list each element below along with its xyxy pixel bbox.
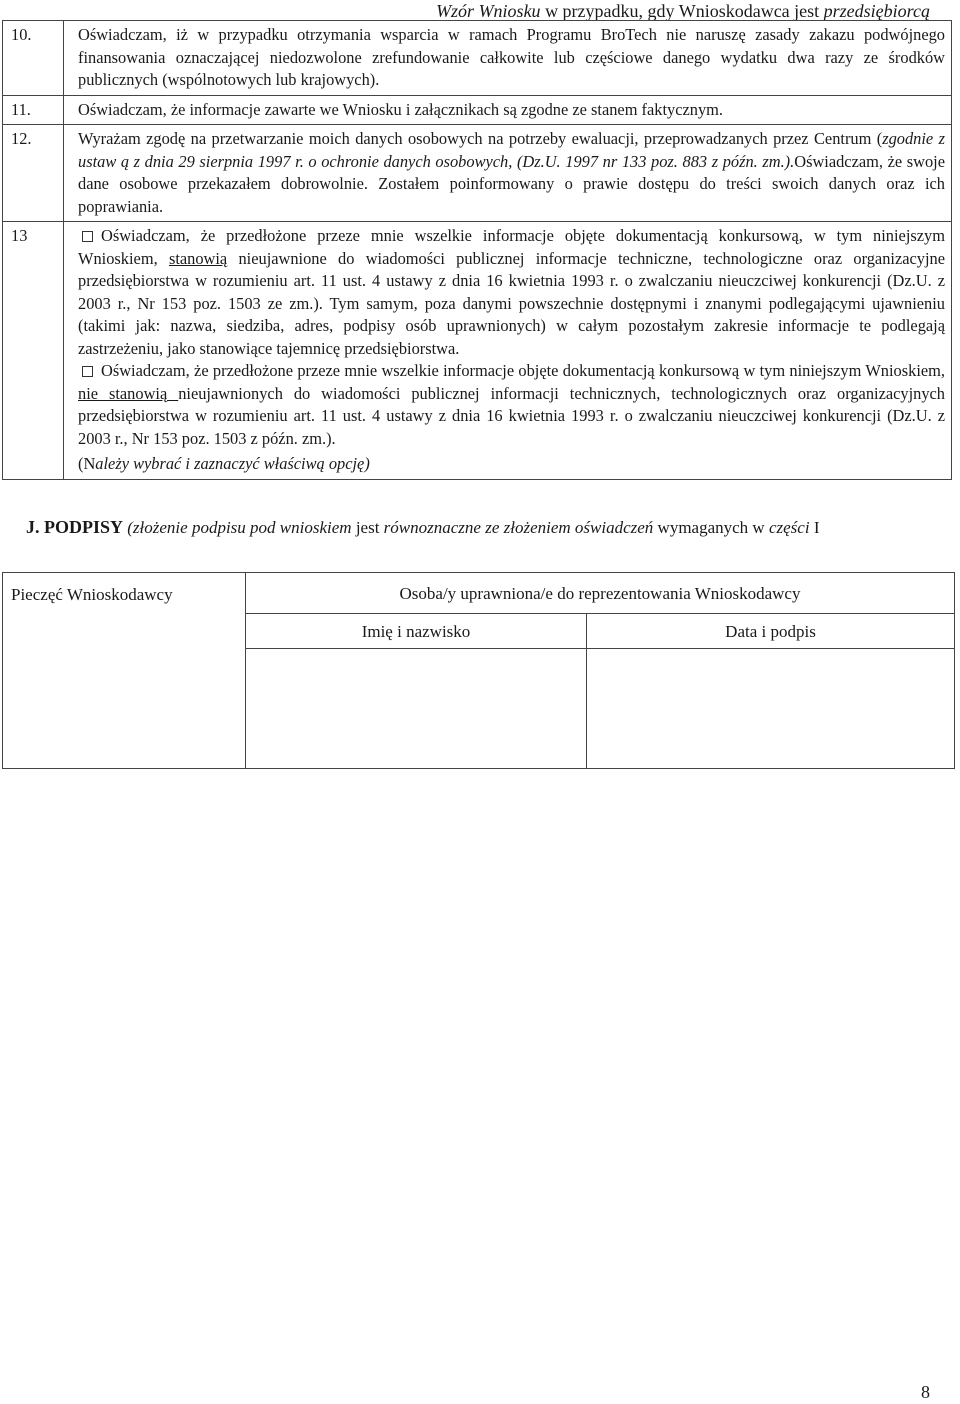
representative-label: Osoba/y uprawniona/e do reprezentowania Wnioskodawcy <box>246 573 955 614</box>
option-1-text: Oświadczam, że przedłożone przeze mnie wszelkie informacje objęte dokumentacją konkursową, w tym niniejszym Wnioskiem, <box>78 226 945 268</box>
section-j-note-1: (złożenie podpisu pod wnioskiem <box>127 518 352 537</box>
section-j-note-3: równoznaczne ze złożeniem oświadczeń <box>383 518 654 537</box>
section-j-note-6: I <box>809 518 820 537</box>
signature-field[interactable] <box>587 649 955 769</box>
document-header <box>436 0 930 22</box>
declaration-options <box>64 222 952 480</box>
section-j-note-5: części <box>768 518 810 537</box>
option-2-text-continued: nieujawnionych do wiadomości publicznej informacji technicznych, technologicznych oraz organizacyjnych przedsiębiorstwa w rozumieniu art. 11 ust. 4 ustawy z dnia 16 kwietnia 1993 r. o zwalczaniu nieuczciwej konkurencji (Dz.U. z 2003 r., Nr 153 poz. 1503 z późn. zm.). <box>78 383 946 448</box>
header-middle: w przypadku, gdy Wnioskodawca jest <box>540 1 824 21</box>
date-signature-label: Data i podpis <box>587 614 955 649</box>
name-field[interactable] <box>246 649 587 769</box>
option-selection-note <box>78 453 945 476</box>
section-j-note-4: wymaganych w <box>653 518 769 537</box>
header-prefix: Wzór Wniosku <box>436 1 541 21</box>
declaration-row-13 <box>3 222 952 480</box>
consent-text-continued: Oświadczam, że swoje dane osobowe przekazałem dobrowolnie. Zostałem poinformowany o prawie dostępu do treści swoich danych oraz ich poprawiania. <box>78 151 945 216</box>
note-open: (N <box>78 454 96 473</box>
header-suffix: przedsiębiorcą <box>823 1 930 21</box>
declaration-row-11 <box>3 95 952 125</box>
checkbox-option-1[interactable] <box>82 231 93 242</box>
declarations-table <box>2 20 952 480</box>
signature-table <box>2 572 955 769</box>
consent-legal-basis: zgodnie z ustaw ą z dnia 29 sierpnia 1997 r. o ochronie danych osobowych, (Dz.U. 1997 nr 133 poz. 883 z późn. zm.). <box>78 129 945 171</box>
name-label: Imię i nazwisko <box>246 614 587 649</box>
option-2-underlined: nie stanowią <box>78 383 179 403</box>
declaration-row-10 <box>3 21 952 96</box>
declaration-number: 12. <box>3 125 64 222</box>
option-not-secret <box>78 360 945 450</box>
declaration-text: Oświadczam, że informacje zawarte we Wniosku i załącznikach są zgodne ze stanem faktycznym. <box>64 95 952 125</box>
section-j-title: J. PODPISY <box>26 517 124 537</box>
declaration-number: 13 <box>3 222 64 480</box>
note-italic: ależy wybrać i zaznaczyć właściwą opcję) <box>95 454 370 473</box>
declaration-text <box>64 125 952 222</box>
option-constitutes-secret <box>78 225 945 360</box>
checkbox-option-2[interactable] <box>82 366 93 377</box>
consent-text: Wyrażam zgodę na przetwarzanie moich danych osobowych na potrzeby ewaluacji, przeprowadzanych przez Centrum ( <box>78 129 883 148</box>
stamp-cell <box>3 573 246 769</box>
section-j-signatures <box>26 514 819 541</box>
option-1-underlined: stanowią <box>168 248 228 268</box>
stamp-label: Pieczęć Wnioskodawcy <box>11 585 173 604</box>
declaration-number: 11. <box>3 95 64 125</box>
declaration-number: 10. <box>3 21 64 96</box>
option-2-text: Oświadczam, że przedłożone przeze mnie wszelkie informacje objęte dokumentacją konkursową w tym niniejszym Wnioskiem, <box>101 361 945 380</box>
declaration-text: Oświadczam, iż w przypadku otrzymania wsparcia w ramach Programu BroTech nie naruszę zasady zakazu podwójnego finansowania oznaczającej niedozwolone zrefundowanie całkowite lub częściowe danego wydatku dwa razy ze środków publicznych (wspólnotowych lub krajowych). <box>64 21 952 96</box>
option-1-text-continued: nieujawnione do wiadomości publicznej informacje techniczne, technologiczne oraz organizacyjne przedsiębiorstwa w rozumieniu art. 11 ust. 4 ustawy z dnia 16 kwietnia 1993 r. o zwalczaniu nieuczciwej konkurencji (Dz.U. z 2003 r., Nr 153 poz. 1503 ze zm.). Tym samym, poza danymi powszechnie dostępnymi i znanymi podlegającymi ujawnieniu (takimi jak: nazwa, siedziba, adres, podpisy osób uprawnionych) w całym pozostałym zakresie informacje te podlegają zastrzeżeniu, jako stanowiące tajemnicę przedsiębiorstwa. <box>78 248 945 358</box>
page-number: 8 <box>921 1382 930 1402</box>
declaration-row-12 <box>3 125 952 222</box>
section-j-note-2: jest <box>351 518 384 537</box>
